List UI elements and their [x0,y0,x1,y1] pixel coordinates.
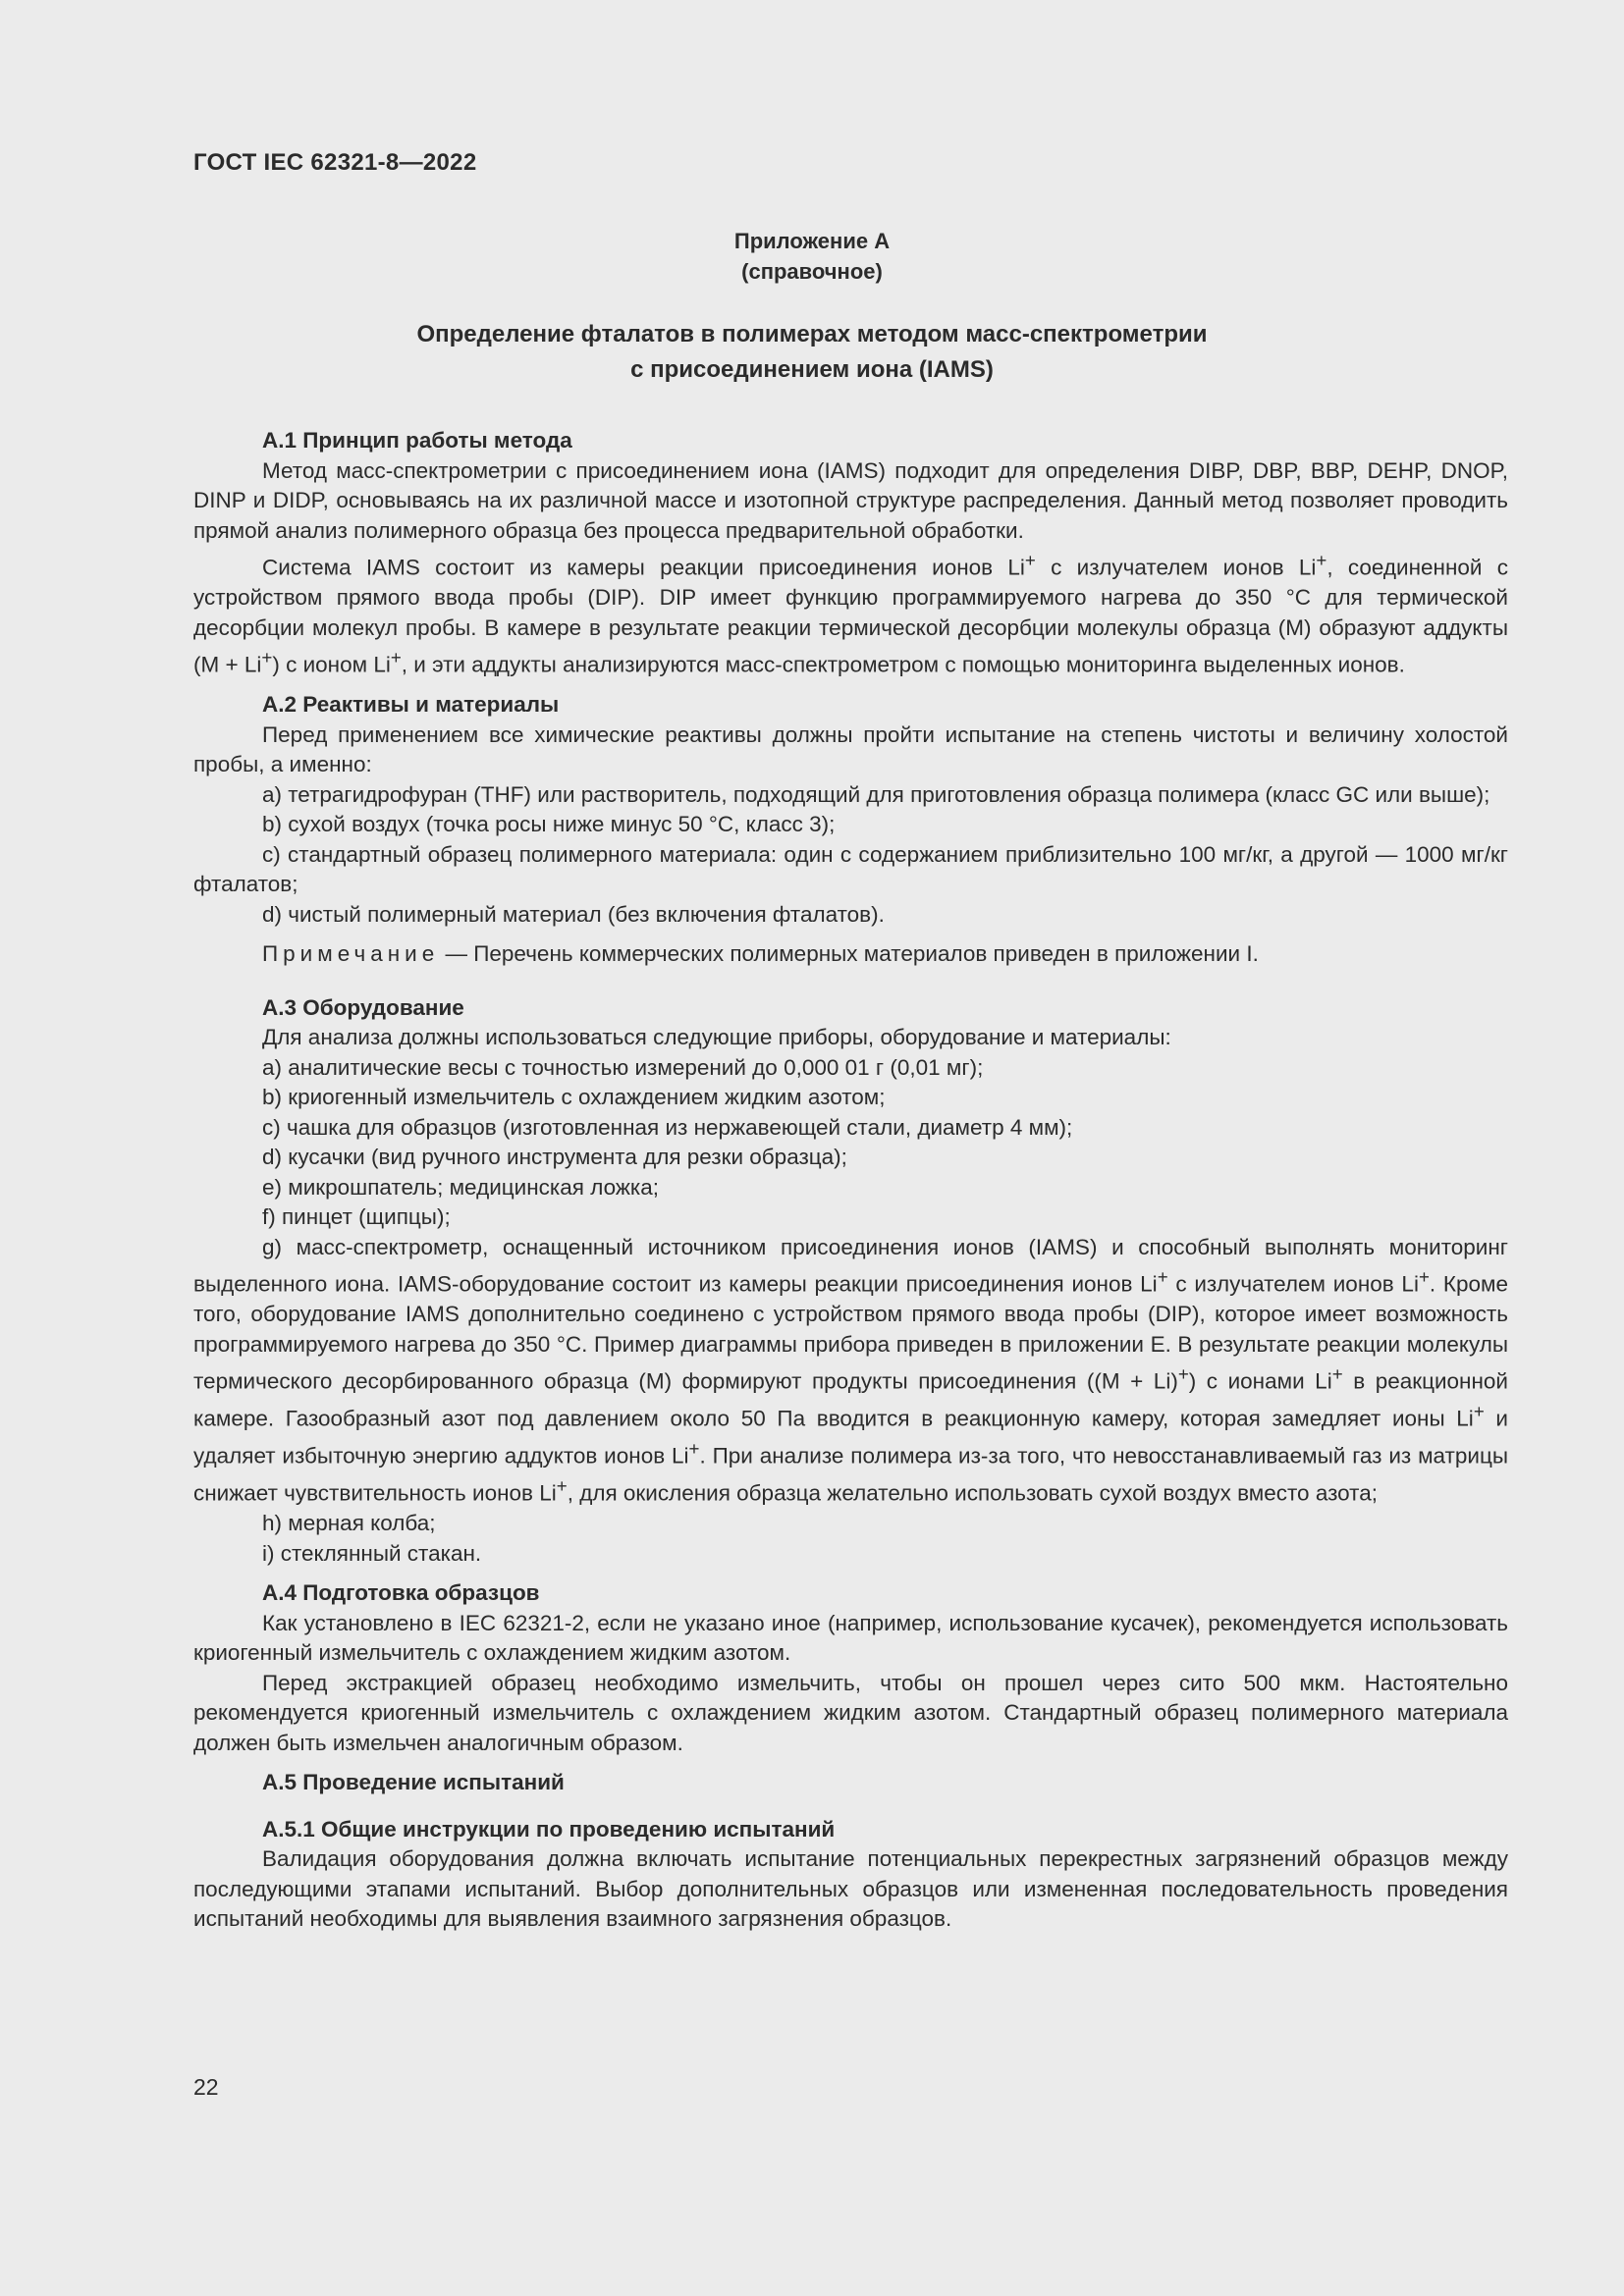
paragraph: Система IAMS состоит из камеры реакции присоединения ионов Li+ с излучателем ионов Li+, соединенной с устройством прямого ввода пробы (DIP). DIP имеет функцию программируемого нагрева до 350 °С для термической десорбции молекул пробы. В камере в результате реакции термической десорбции молекулы образца (M) образуют аддукты (M + Li+) с ионом Li+, и эти аддукты анализируются масс-спектрометром с помощью мониторинга выделенных ионов. [193,550,1508,677]
appendix-title [0,317,1624,388]
section-heading-a5: А.5 Проведение испытаний [262,1770,565,1794]
document-body [193,426,1508,1935]
list-item: с) стандартный образец полимерного материала: один с содержанием приблизительно 100 мг/кг, а другой — 1000 мг/кг фталатов; [193,841,1508,896]
note-label: Примечание [262,941,440,966]
section-heading-a4: А.4 Подготовка образцов [262,1580,540,1605]
section-heading-a1: А.1 Принцип работы метода [262,428,572,453]
appendix-header [0,226,1624,287]
list-item: а) аналитические весы с точностью измерений до 0,000 01 г (0,01 мг); [262,1054,984,1080]
list-item: с) чашка для образцов (изготовленная из нержавеющей стали, диаметр 4 мм); [262,1114,1073,1140]
note [193,939,1508,970]
list-item: b) криогенный измельчитель с охлаждением жидким азотом; [262,1085,886,1109]
list-item: h) мерная колба; [262,1511,436,1535]
list-item: е) микрошпатель; медицинская ложка; [262,1174,659,1200]
appendix-status: (справочное) [741,259,883,284]
section-heading-a3: А.3 Оборудование [262,994,464,1020]
list-intro: Для анализа должны использоваться следующие приборы, оборудование и материалы: [262,1025,1171,1049]
list-item: d) чистый полимерный материал (без включения фталатов). [262,901,885,927]
note-text: — Перечень коммерческих полимерных материалов приведен в приложении I. [439,941,1259,966]
appendix-title-line2: с присоединением иона (IAMS) [630,356,994,383]
section-heading-a5-1: А.5.1 Общие инструкции по проведению испытаний [262,1816,836,1842]
section-heading-a2: А.2 Реактивы и материалы [262,692,560,717]
list-item: i) стеклянный стакан. [262,1540,482,1566]
list-item: d) кусачки (вид ручного инструмента для резки образца); [262,1145,847,1169]
paragraph: Перед экстракцией образец необходимо измельчить, чтобы он прошел через сито 500 мкм. Настоятельно рекомендуется криогенный измельчитель с охлаждением жидким азотом. Стандартный образец полимерного материала должен быть измельчен аналогичным образом. [193,1670,1508,1755]
list-item: f) пинцет (щипцы); [262,1204,451,1229]
paragraph: Перед применением все химические реактивы должны пройти испытание на степень чистоты и величину холостой пробы, а именно: [193,721,1508,776]
paragraph: Валидация оборудования должна включать испытание потенциальных перекрестных загрязнений образцов между последующими этапами испытаний. Выбор дополнительных образцов или измененная последовательность проведения испытаний необходимы для выявления взаимного загрязнения образцов. [193,1846,1508,1931]
list-item: b) сухой воздух (точка росы ниже минус 50 °С, класс 3); [262,812,836,836]
paragraph: Как установлено в IEC 62321-2, если не указано иное (например, использование кусачек), рекомендуется использовать криогенный измельчитель с охлаждением жидким азотом. [193,1610,1508,1665]
document-code: ГОСТ IEC 62321-8—2022 [193,149,477,176]
paragraph: Метод масс-спектрометрии с присоединением иона (IAMS) подходит для определения DIBP, DBP, BBP, DEHP, DNOP, DINP и DIDP, основываясь на их различной массе и изотопной структуре распределения. Данный метод позволяет проводить прямой анализ полимерного образца без процесса предварительной обработки. [193,457,1508,543]
list-item: g) масс-спектрометр, оснащенный источником присоединения ионов (IAMS) и способный выполнять мониторинг выделенного иона. IAMS-оборудование состоит из камеры реакции присоединения ионов Li+ с излучателем ионов Li+. Кроме того, оборудование IAMS дополнительно соединено с устройством прямого ввода пробы (DIP), которое имеет возможность программируемого нагрева до 350 °С. Пример диаграммы прибора приведен в приложении Е. В результате реакции молекулы термического десорбированного образца (M) формируют продукты присоединения ((M + Li)+) с ионами Li+ в реакционной камере. Газообразный азот под давлением около 50 Па вводится в реакционную камеру, которая замедляет ионы Li+ и удаляет избыточную энергию аддуктов ионов Li+. При анализе полимера из-за того, что невосстанавливаемый газ из матрицы снижает чувствительность ионов Li+, для окисления образца желательно использовать сухой воздух вместо азота; [193,1234,1508,1506]
appendix-title-line1: Определение фталатов в полимерах методом масс-спектрометрии [416,321,1208,347]
appendix-label: Приложение А [733,229,891,253]
page-number: 22 [193,2074,219,2100]
list-item: а) тетрагидрофуран (THF) или растворитель, подходящий для приготовления образца полимера (класс GC или выше); [262,781,1490,807]
